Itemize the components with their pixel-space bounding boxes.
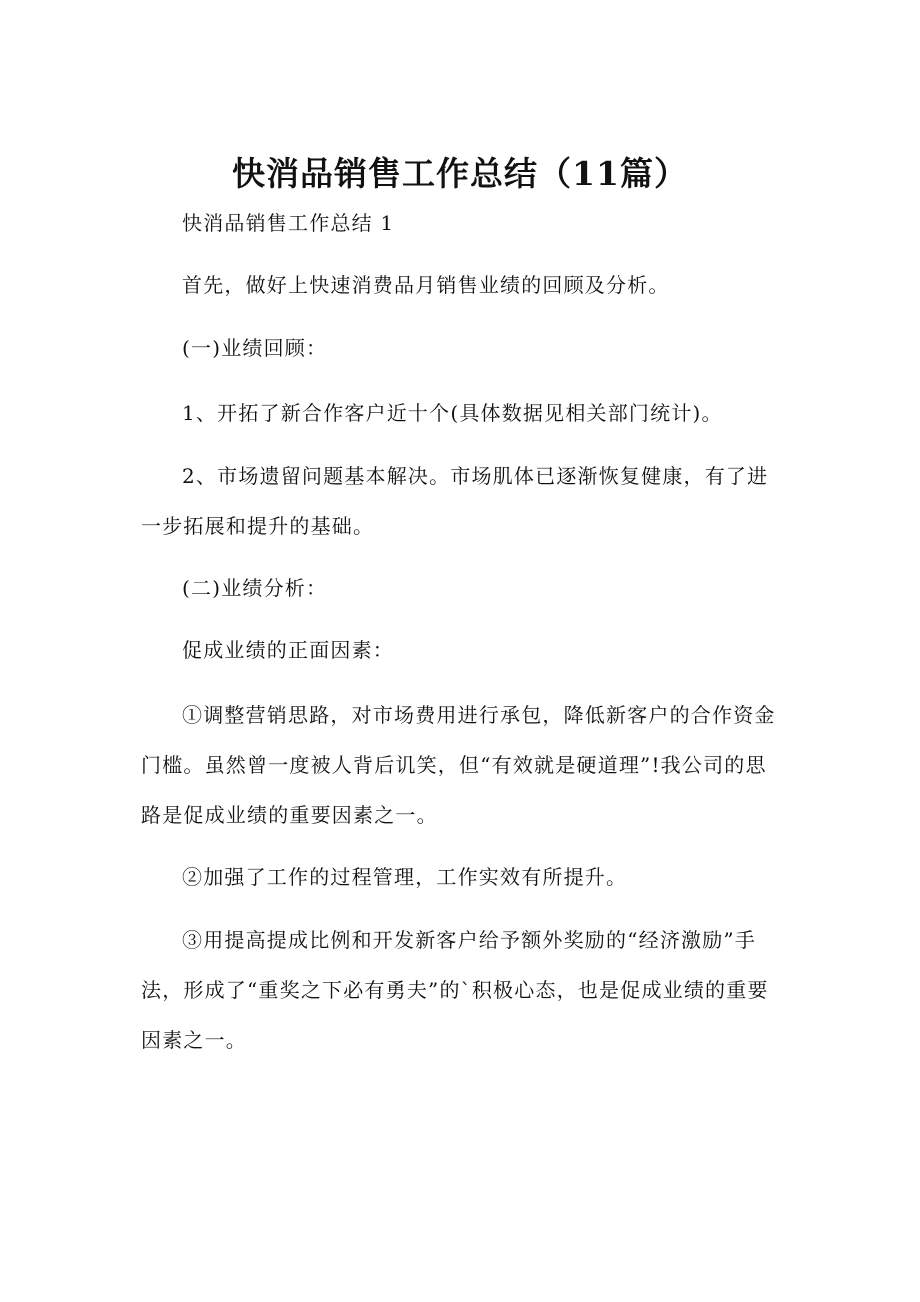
paragraph: 促成业绩的正面因素： bbox=[182, 638, 394, 662]
paragraph: 首先，做好上快速消费品月销售业绩的回顾及分析。 bbox=[182, 273, 670, 297]
paragraph: (一)业绩回顾： bbox=[182, 336, 328, 360]
section-heading: 快消品销售工作总结 1 bbox=[182, 211, 395, 235]
paragraph: ①调整营销思路，对市场费用进行承包，降低新客户的合作资金门槛。虽然曾一度被人背后讥笑，但“有效就是硬道理”!我公司的思路是促成业绩的重要因素之一。 bbox=[141, 703, 776, 827]
paragraph: (二)业绩分析： bbox=[182, 576, 328, 600]
paragraph: 1、开拓了新合作客户近十个(具体数据见相关部门统计)。 bbox=[182, 401, 723, 425]
paragraph: ②加强了工作的过程管理，工作实效有所提升。 bbox=[182, 865, 628, 889]
document-title: 快消品销售工作总结（11篇） bbox=[232, 154, 688, 193]
paragraph: ③用提高提成比例和开发新客户给予额外奖励的“经济激励”手法，形成了“重奖之下必有勇夫”的`积极心态，也是促成业绩的重要因素之一。 bbox=[141, 928, 769, 1052]
paragraph: 2、市场遗留问题基本解决。市场肌体已逐渐恢复健康，有了进一步拓展和提升的基础。 bbox=[141, 464, 769, 538]
